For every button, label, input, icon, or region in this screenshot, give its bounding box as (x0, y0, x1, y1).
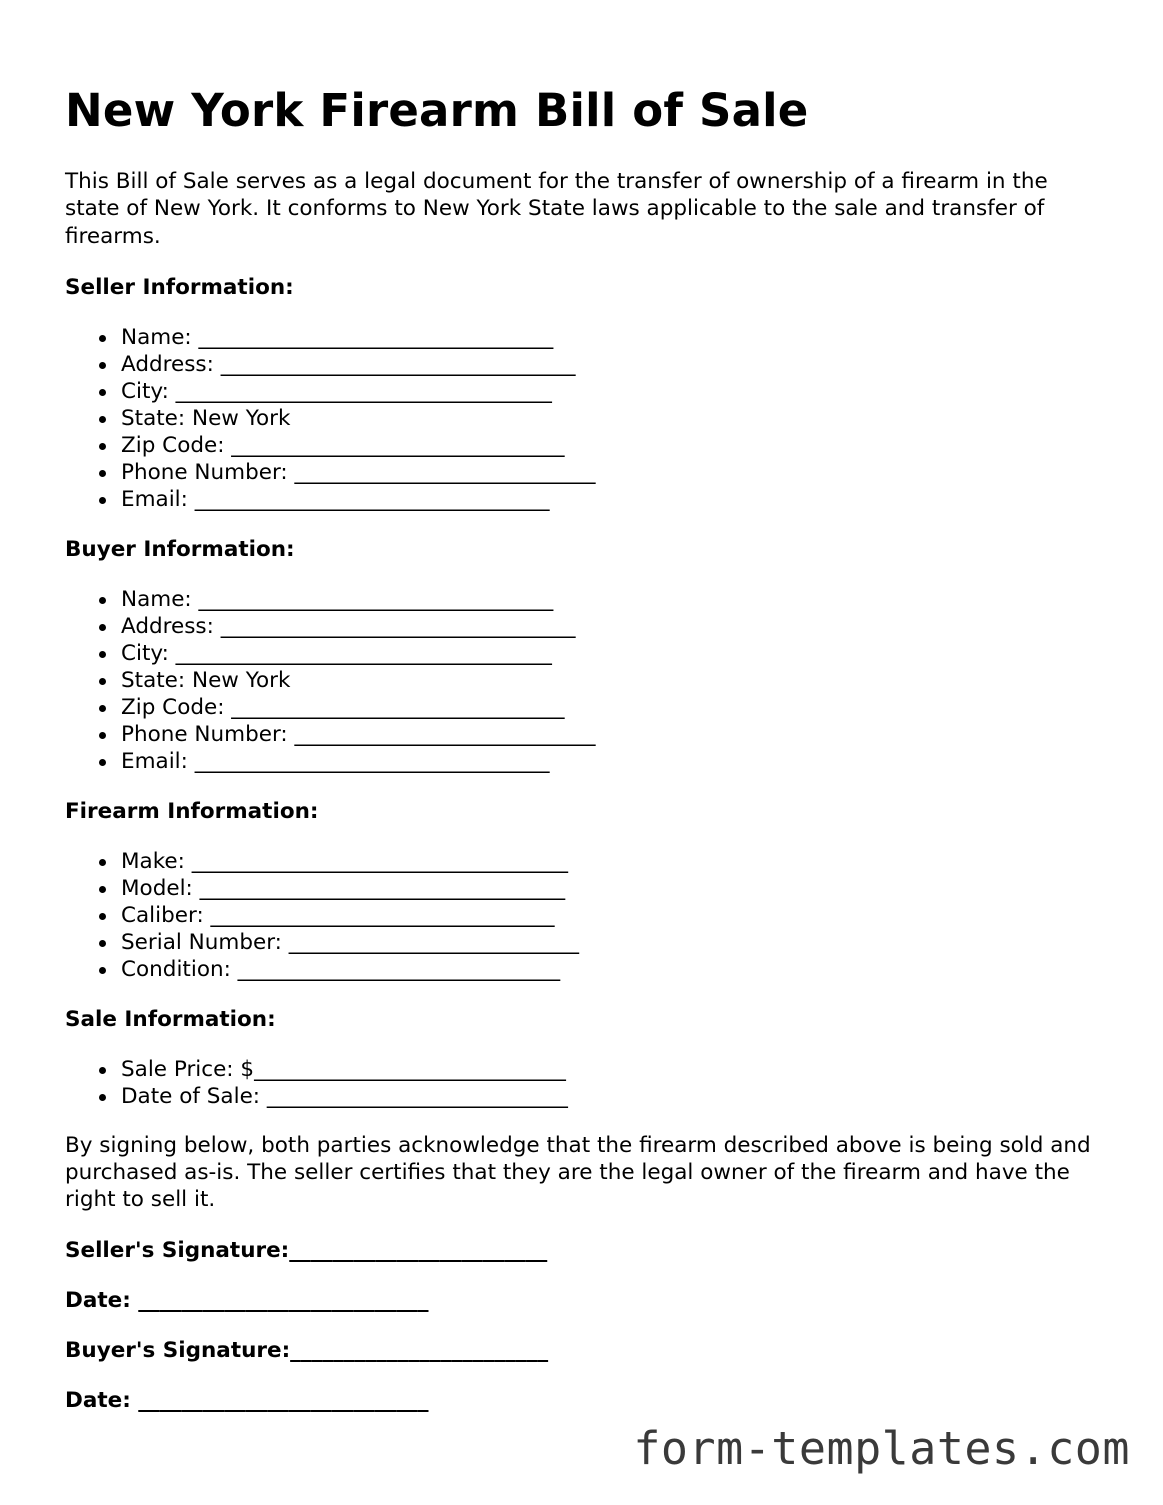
seller-date-line[interactable]: Date: ___________________________ (65, 1287, 429, 1313)
firearm-field-list (65, 848, 1105, 983)
seller-zip-field[interactable]: Zip Code: _______________________________ (121, 432, 1105, 459)
firearm-condition-field[interactable]: Condition: ______________________________ (121, 956, 1105, 983)
buyer-name-field[interactable]: Name: _________________________________ (121, 586, 1105, 613)
seller-name-field[interactable]: Name: _________________________________ (121, 324, 1105, 351)
document-page (65, 84, 1105, 1414)
seller-phone-field[interactable]: Phone Number: ____________________________ (121, 459, 1105, 486)
seller-email-field[interactable]: Email: _________________________________ (121, 486, 1105, 513)
firearm-section-heading: Firearm Information: (65, 798, 319, 824)
sale-field-list (65, 1056, 1105, 1110)
sale-date-field[interactable]: Date of Sale: ____________________________ (121, 1083, 1105, 1110)
buyer-date-line[interactable]: Date: ___________________________ (65, 1387, 429, 1413)
firearm-serial-field[interactable]: Serial Number: ___________________________ (121, 929, 1105, 956)
firearm-caliber-field[interactable]: Caliber: ________________________________ (121, 902, 1105, 929)
seller-address-field[interactable]: Address: _________________________________ (121, 351, 1105, 378)
sale-section-heading: Sale Information: (65, 1006, 276, 1032)
seller-state-field: State: New York (121, 405, 1105, 432)
seller-city-field[interactable]: City: ___________________________________ (121, 378, 1105, 405)
buyer-address-field[interactable]: Address: _________________________________ (121, 613, 1105, 640)
firearm-model-field[interactable]: Model: __________________________________ (121, 875, 1105, 902)
firearm-make-field[interactable]: Make: ___________________________________ (121, 848, 1105, 875)
closing-paragraph: By signing below, both parties acknowledge that the firearm described above is being sold and purchased as-is. The seller certifies that they are the legal owner of the firearm and have the right to sell it. (65, 1132, 1091, 1213)
seller-signature-line[interactable]: Seller's Signature:________________________ (65, 1237, 548, 1263)
buyer-email-field[interactable]: Email: _________________________________ (121, 748, 1105, 775)
buyer-section-heading: Buyer Information: (65, 536, 295, 562)
site-watermark: form-templates.com (633, 1422, 1130, 1475)
buyer-field-list (65, 586, 1105, 775)
seller-field-list (65, 324, 1105, 513)
buyer-signature-line[interactable]: Buyer's Signature:________________________ (65, 1337, 549, 1363)
buyer-phone-field[interactable]: Phone Number: ____________________________ (121, 721, 1105, 748)
seller-section-heading: Seller Information: (65, 274, 294, 300)
intro-paragraph: This Bill of Sale serves as a legal document for the transfer of ownership of a firearm in the state of New York. It conforms to New York State laws applicable to the sale and transfer of firearms. (65, 169, 1048, 249)
page-title: New York Firearm Bill of Sale (65, 84, 809, 137)
buyer-zip-field[interactable]: Zip Code: _______________________________ (121, 694, 1105, 721)
buyer-city-field[interactable]: City: ___________________________________ (121, 640, 1105, 667)
sale-price-field[interactable]: Sale Price: $_____________________________ (121, 1056, 1105, 1083)
buyer-state-field: State: New York (121, 667, 1105, 694)
